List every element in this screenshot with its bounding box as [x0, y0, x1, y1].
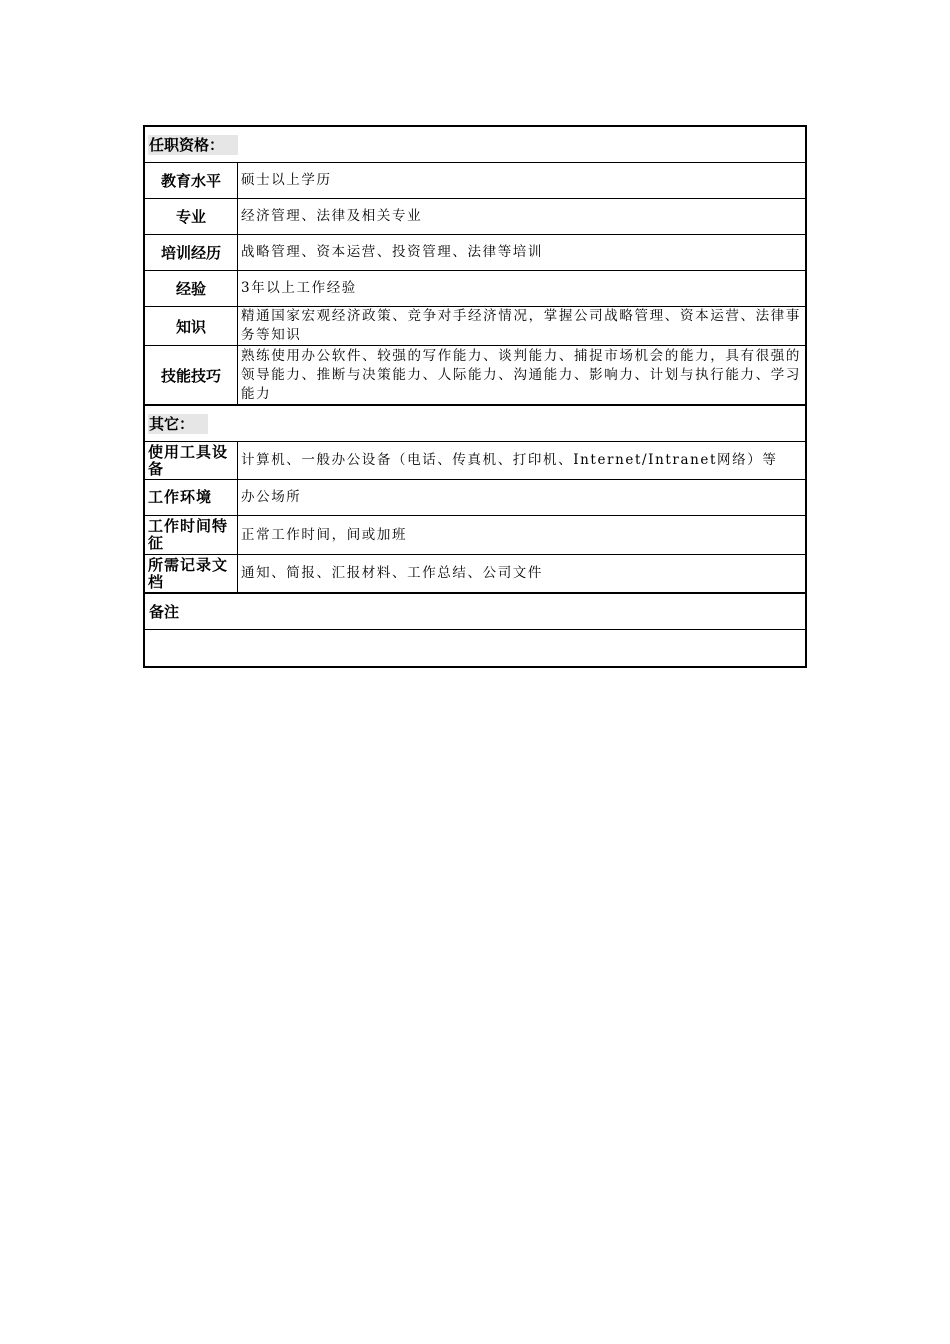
table-row-skills	[145, 346, 805, 406]
training-label: 培训经历	[145, 235, 238, 270]
table-row-tools	[145, 442, 805, 480]
major-label: 专业	[145, 199, 238, 234]
table-row-work-hours	[145, 516, 805, 555]
table-row-knowledge	[145, 307, 805, 346]
experience-label: 经验	[145, 271, 238, 306]
remarks-content	[145, 630, 805, 666]
training-value: 战略管理、资本运营、投资管理、法律等培训	[241, 244, 543, 260]
remarks-heading: 备注	[149, 602, 180, 621]
table-row-major	[145, 199, 805, 235]
other-heading: 其它：	[148, 414, 208, 434]
tools-value: 计算机、一般办公设备（电话、传真机、打印机、Internet/Intranet网络）等	[241, 452, 778, 468]
major-value: 经济管理、法律及相关专业	[241, 208, 423, 224]
work-hours-label: 工作时间特征	[145, 516, 238, 554]
table-row-environment	[145, 480, 805, 516]
table-row-documents	[145, 555, 805, 594]
remarks-section-header	[145, 594, 805, 630]
qualifications-heading: 任职资格：	[148, 135, 238, 155]
table-row-experience	[145, 271, 805, 307]
work-hours-value: 正常工作时间，间或加班	[241, 526, 408, 543]
knowledge-value: 精通国家宏观经济政策、竞争对手经济情况，掌握公司战略管理、资本运营、法律事务等知识	[241, 308, 801, 343]
experience-value: 3年以上工作经验	[241, 280, 357, 296]
education-value: 硕士以上学历	[241, 172, 332, 188]
qualifications-section-header	[145, 127, 805, 163]
documents-label: 所需记录文档	[145, 555, 238, 592]
education-label: 教育水平	[145, 163, 238, 198]
skills-label: 技能技巧	[145, 346, 238, 404]
documents-value: 通知、简报、汇报材料、工作总结、公司文件	[241, 565, 543, 581]
skills-value: 熟练使用办公软件、较强的写作能力、谈判能力、捕捉市场机会的能力，具有很强的领导能力、推断与决策能力、人际能力、沟通能力、影响力、计划与执行能力、学习能力	[241, 347, 801, 402]
table-row-education	[145, 163, 805, 199]
job-requirements-table	[143, 125, 807, 668]
environment-value: 办公场所	[241, 489, 302, 505]
tools-label: 使用工具设备	[145, 442, 238, 479]
table-row-training	[145, 235, 805, 271]
environment-label: 工作环境	[145, 480, 238, 515]
other-section-header	[145, 406, 805, 442]
knowledge-label: 知识	[145, 307, 238, 345]
